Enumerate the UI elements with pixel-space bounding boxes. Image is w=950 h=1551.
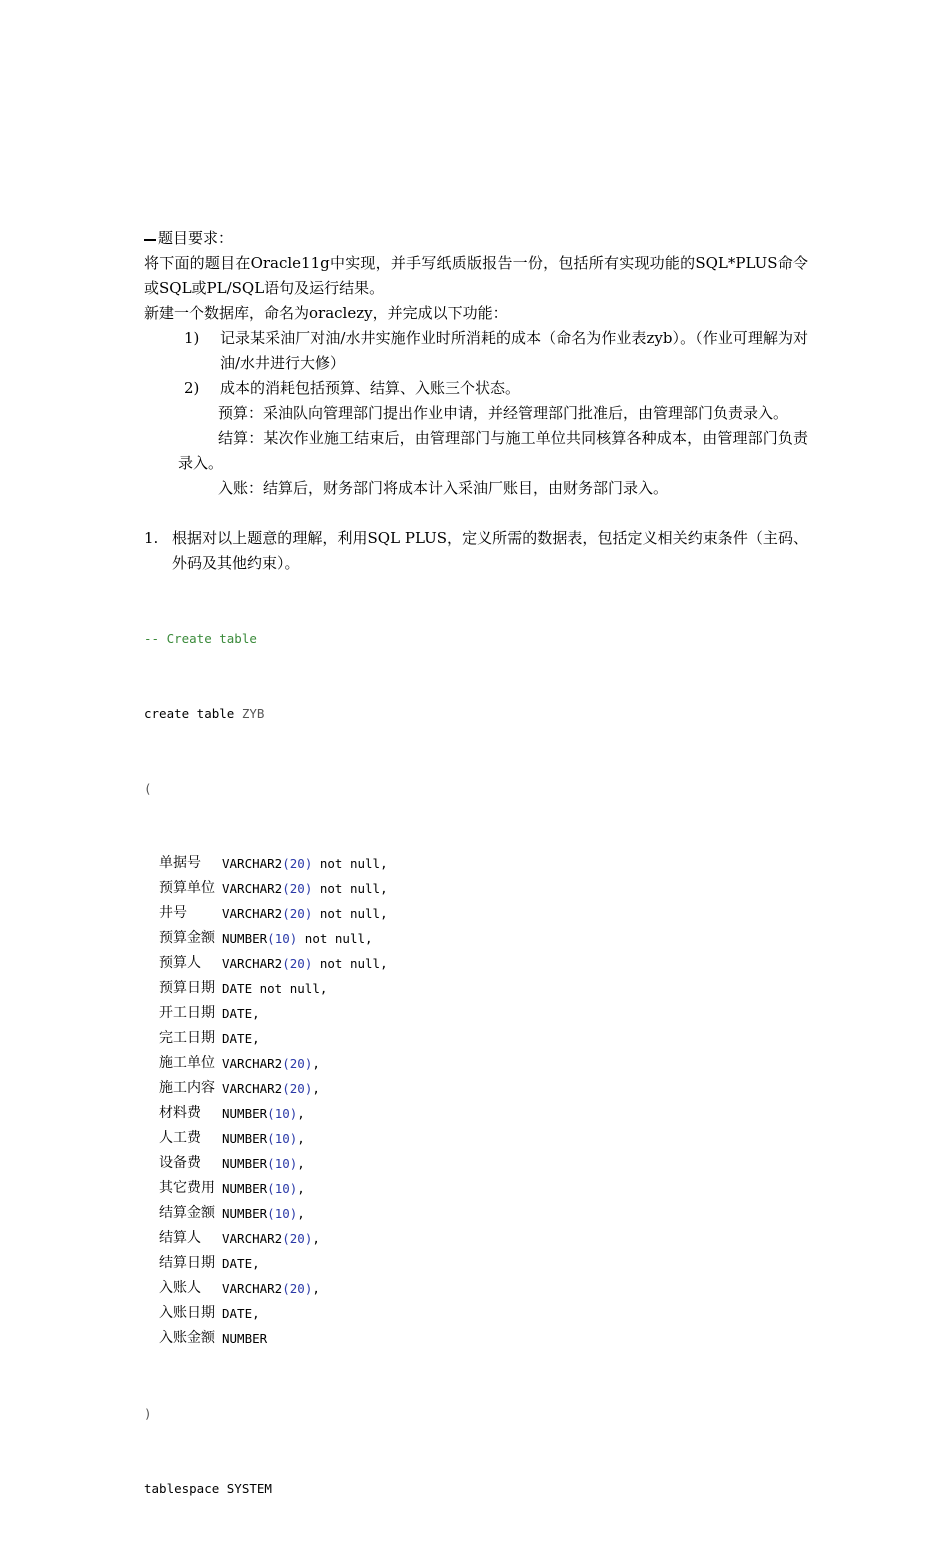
- field-type: VARCHAR2: [222, 956, 283, 971]
- field-type: NUMBER: [222, 931, 268, 946]
- code-close-paren: ): [144, 1406, 152, 1421]
- field-constraint: ,: [297, 1206, 305, 1221]
- field-name: 入账日期: [159, 1305, 215, 1321]
- field-constraint: not null,: [312, 881, 388, 896]
- field-name: 结算人: [159, 1230, 201, 1246]
- field-type: VARCHAR2: [222, 1281, 283, 1296]
- field-length: 20: [289, 1081, 305, 1096]
- field-constraint: ,: [252, 1006, 260, 1021]
- question-item: [144, 526, 808, 576]
- field-name: 其它费用: [159, 1180, 215, 1196]
- code-field-line: [144, 1001, 808, 1026]
- code-field-line: [144, 1051, 808, 1076]
- code-field-line: [144, 1226, 808, 1251]
- field-constraint: ,: [252, 1031, 260, 1046]
- field-type: DATE: [222, 1031, 253, 1046]
- sql-code-block: [144, 576, 808, 1551]
- field-paren-close: ): [289, 1181, 298, 1196]
- field-paren-open: (: [267, 1106, 275, 1121]
- field-paren-close: ): [304, 1281, 313, 1296]
- field-type: DATE: [222, 981, 253, 996]
- field-length: 20: [289, 856, 305, 871]
- code-field-line: [144, 1251, 808, 1276]
- field-name: 材料费: [159, 1105, 201, 1121]
- code-field-line: [144, 1076, 808, 1101]
- field-constraint: ,: [297, 1131, 305, 1146]
- field-type: DATE: [222, 1306, 253, 1321]
- document-body: [144, 226, 808, 1551]
- code-field-line: [144, 1126, 808, 1151]
- code-field-line: [144, 851, 808, 876]
- code-field-line: [144, 951, 808, 976]
- field-paren-open: (: [282, 881, 290, 896]
- field-constraint: not null,: [252, 981, 328, 996]
- field-name: 施工内容: [159, 1080, 215, 1096]
- code-field-line: [144, 926, 808, 951]
- field-type: VARCHAR2: [222, 856, 283, 871]
- code-field-line: [144, 1101, 808, 1126]
- field-name: 入账人: [159, 1280, 201, 1296]
- field-length: 20: [289, 906, 305, 921]
- field-constraint: ,: [312, 1081, 320, 1096]
- field-name: 预算单位: [159, 880, 215, 896]
- question-text: 根据对以上题意的理解，利用SQL PLUS，定义所需的数据表，包括定义相关约束条件（主码、外码及其他约束）。: [172, 529, 808, 572]
- field-type: DATE: [222, 1256, 253, 1271]
- field-paren-close: ): [289, 1106, 298, 1121]
- code-field-line: [144, 1276, 808, 1301]
- field-type: VARCHAR2: [222, 881, 283, 896]
- field-constraint: ,: [252, 1306, 260, 1321]
- code-comment: -- Create table: [144, 631, 257, 646]
- list-item: [184, 326, 808, 376]
- code-create-line: [144, 701, 808, 726]
- task-paragraph: 新建一个数据库，命名为oraclezy，并完成以下功能：: [144, 304, 508, 322]
- field-name: 设备费: [159, 1155, 201, 1171]
- field-type: DATE: [222, 1006, 253, 1021]
- field-length: 10: [274, 1106, 290, 1121]
- code-field-line: [144, 901, 808, 926]
- field-constraint: not null,: [312, 856, 388, 871]
- field-type: NUMBER: [222, 1331, 268, 1346]
- field-name: 单据号: [159, 855, 201, 871]
- field-constraint: ,: [312, 1056, 320, 1071]
- field-paren-close: ): [289, 1131, 298, 1146]
- code-tablespace: tablespace SYSTEM: [144, 1481, 272, 1496]
- field-length: 20: [289, 881, 305, 896]
- field-type: NUMBER: [222, 1206, 268, 1221]
- field-paren-open: (: [282, 906, 290, 921]
- list-item-number: 1): [184, 329, 200, 347]
- code-fields: [144, 851, 808, 1351]
- field-length: 20: [289, 1056, 305, 1071]
- field-name: 预算人: [159, 955, 201, 971]
- field-paren-close: ): [304, 956, 313, 971]
- field-constraint: ,: [252, 1256, 260, 1271]
- code-field-line: [144, 1201, 808, 1226]
- code-field-line: [144, 1326, 808, 1351]
- code-open-paren: (: [144, 781, 152, 796]
- section-heading: [144, 226, 808, 251]
- list-item-text: 成本的消耗包括预算、结算、入账三个状态。: [220, 379, 521, 397]
- field-name: 预算金额: [159, 930, 215, 946]
- field-paren-close: ): [304, 1056, 313, 1071]
- heading-text: 题目要求：: [158, 229, 234, 247]
- field-name: 施工单位: [159, 1055, 215, 1071]
- field-type: VARCHAR2: [222, 1231, 283, 1246]
- list-item-text: 记录某采油厂对油/水井实施作业时所消耗的成本（命名为作业表zyb）。（作业可理解为对油/水井进行大修）: [220, 329, 808, 372]
- field-type: NUMBER: [222, 1131, 268, 1146]
- code-field-line: [144, 876, 808, 901]
- field-name: 人工费: [159, 1130, 201, 1146]
- code-field-line: [144, 1026, 808, 1051]
- field-paren-open: (: [267, 1206, 275, 1221]
- field-length: 10: [274, 1206, 290, 1221]
- field-paren-close: ): [289, 931, 298, 946]
- field-paren-open: (: [267, 931, 275, 946]
- field-constraint: not null,: [297, 931, 373, 946]
- code-field-line: [144, 976, 808, 1001]
- code-field-line: [144, 1151, 808, 1176]
- field-paren-close: ): [289, 1156, 298, 1171]
- intro-paragraph: 将下面的题目在Oracle11g中实现，并手写纸质版报告一份，包括所有实现功能的SQL*PLUS命令或SQL或PL/SQL语句及运行结果。: [144, 254, 808, 297]
- code-table-name: ZYB: [241, 706, 265, 721]
- field-paren-open: (: [282, 856, 290, 871]
- field-length: 10: [274, 931, 290, 946]
- field-constraint: ,: [312, 1281, 320, 1296]
- field-constraint: ,: [297, 1181, 305, 1196]
- field-name: 完工日期: [159, 1030, 215, 1046]
- field-constraint: not null,: [312, 956, 388, 971]
- field-constraint: not null,: [312, 906, 388, 921]
- field-name: 井号: [159, 905, 187, 921]
- field-paren-close: ): [289, 1206, 298, 1221]
- code-field-line: [144, 1301, 808, 1326]
- field-paren-open: (: [282, 956, 290, 971]
- field-paren-open: (: [267, 1181, 275, 1196]
- code-field-line: [144, 1176, 808, 1201]
- field-length: 10: [274, 1156, 290, 1171]
- field-paren-open: (: [267, 1156, 275, 1171]
- spacer: [144, 501, 808, 526]
- field-constraint: ,: [312, 1231, 320, 1246]
- field-length: 20: [289, 1231, 305, 1246]
- field-length: 20: [289, 956, 305, 971]
- state-budget: 预算：采油队向管理部门提出作业申请，并经管理部门批准后，由管理部门负责录入。: [218, 404, 789, 422]
- field-paren-close: ): [304, 856, 313, 871]
- field-type: VARCHAR2: [222, 1081, 283, 1096]
- state-posting: 入账：结算后，财务部门将成本计入采油厂账目，由财务部门录入。: [218, 479, 669, 497]
- field-paren-open: (: [282, 1281, 290, 1296]
- question-number: 1.: [144, 529, 159, 547]
- field-type: VARCHAR2: [222, 1056, 283, 1071]
- state-settlement: 结算：某次作业施工结束后，由管理部门与施工单位共同核算各种成本，由管理部门负责录入。: [178, 429, 808, 472]
- list-item: [184, 376, 808, 401]
- field-paren-close: ): [304, 906, 313, 921]
- underline-mark: [144, 239, 156, 241]
- field-paren-open: (: [282, 1081, 290, 1096]
- field-type: NUMBER: [222, 1181, 268, 1196]
- field-paren-close: ): [304, 881, 313, 896]
- field-name: 结算日期: [159, 1255, 215, 1271]
- field-paren-close: ): [304, 1081, 313, 1096]
- field-length: 10: [274, 1131, 290, 1146]
- field-name: 开工日期: [159, 1005, 215, 1021]
- field-name: 结算金额: [159, 1205, 215, 1221]
- field-name: 入账金额: [159, 1330, 215, 1346]
- field-type: VARCHAR2: [222, 906, 283, 921]
- field-length: 10: [274, 1181, 290, 1196]
- field-paren-close: ): [304, 1231, 313, 1246]
- field-paren-open: (: [267, 1131, 275, 1146]
- field-paren-open: (: [282, 1056, 290, 1071]
- field-type: NUMBER: [222, 1156, 268, 1171]
- field-length: 20: [289, 1281, 305, 1296]
- list-item-number: 2): [184, 379, 200, 397]
- field-type: NUMBER: [222, 1106, 268, 1121]
- field-constraint: ,: [297, 1156, 305, 1171]
- code-keyword: create table: [144, 706, 235, 721]
- field-constraint: ,: [297, 1106, 305, 1121]
- field-paren-open: (: [282, 1231, 290, 1246]
- field-name: 预算日期: [159, 980, 215, 996]
